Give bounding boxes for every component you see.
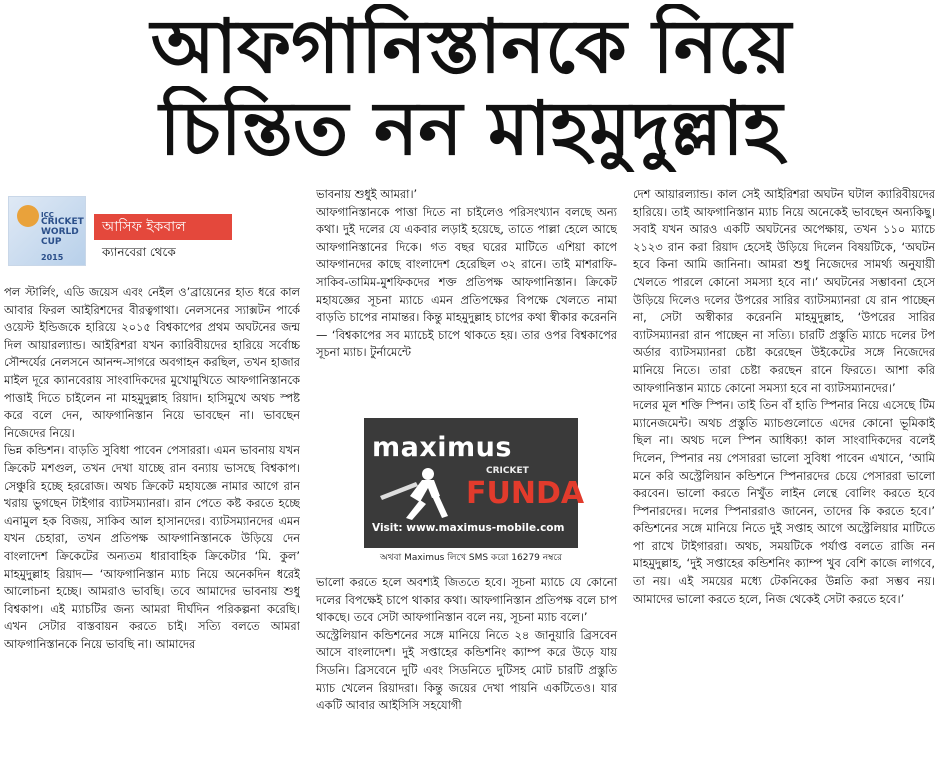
paragraph: পল স্টার্লিং, এডি জয়েস এবং নেইল ও’ব্রায়েনের হাত ধরে কাল আবার ফিরল আইরিশদের বীরত্বগাথা। নেলসনের স্যাক্সটন পার্কে ওয়েস্ট ইন্ডিজকে হারিয়ে ২০১৫ বিশ্বকাপের প্রথম অঘটনের জন্ম দিল আয়ারল্যান্ড। আইরিশরা যখন ক্যারিবীয়দের হারিয়ে সর্বোচ্চ সৌন্দর্যের নেলসনে আনন্দ-সাগরে অবগাহন করছিল, তখন হাজার মাইল দূরে ক্যানবেরায় সাংবাদিকদের মুখোমুখিতে আফগানিস্তানকে পাত্তাই দিতে চাইলেন না মাহমুদুল্লাহ রিয়াদ। হাসিমুখে অথচ স্পষ্ট করে বলে দেন, আফগানিস্তান নিয়ে ভাবছেন না। ভাবছেন নিজেদের নিয়ে।: [4, 285, 300, 440]
dateline: ক্যানবেরা থেকে: [102, 245, 176, 259]
headline-line-1: আফগানিস্তানকে নিয়ে: [150, 4, 792, 90]
batsman-icon: [376, 466, 466, 522]
cricket-ball-icon: [17, 205, 39, 227]
ad-cricket-text: CRICKET: [486, 466, 529, 476]
headline: [0, 0, 942, 178]
world-cup-logo: [8, 196, 86, 266]
paragraph: ভিন্ন কন্ডিশন। বাড়তি সুবিধা পাবেন পেসাররা। এমন ভাবনায় যখন ক্রিকেট মশগুল, তখন দেখা যাচ্ছে রান বন্যায় ভাসছে বিশ্বকাপ। সেঞ্চুরি হচ্ছে হররোজ। অথচ ক্রিকেট মহাযজ্ঞে নামার আগে রান খরায় ভুগছেন টাইগার ব্যাটসম্যানরা। রান পেতে কষ্ট করতে হচ্ছে এনামুল হক বিজয়, সাকিব আল হাসানদের। ব্যাটসম্যানদের এমন যখন চেহারা, তখন প্রতিপক্ষ আফগানিস্তানকে উড়িয়ে দেন বাংলাদেশ ক্রিকেটের অন্যতম ধারাবাহিক ক্রিকেটার ‘মি. কুল’ মাহমুদুল্লাহ রিয়াদ— ‘আফগানিস্তান ম্যাচ নিয়ে অনেকদিন ধরেই আলোচনা হচ্ছে। আমরাও ভাবছি। তবে আমাদের ভাবনায় শুধু বিশ্বকাপ। এই ম্যাচটির জন্য আমরা দীর্ঘদিন পরিকল্পনা করেছি। এখন সেটার বাস্তবায়ন করতে চাই। সত্যি বলতে আমরা আফগানিস্তানকে নিয়ে ভাবছি না। আমাদের: [4, 443, 300, 651]
logo-text-year: 2015: [41, 253, 64, 262]
ad-sms-line: অথবা Maximus লিখে SMS করো 16279 নম্বরে: [364, 548, 578, 568]
ad-website[interactable]: Visit: www.maximus-mobile.com: [372, 522, 565, 534]
article-column-2-bottom: [316, 574, 617, 715]
paragraph: আফগানিস্তানকে পাত্তা দিতে না চাইলেও পরিসংখ্যান বলছে অন্য কথা। দুই দলের যে একবার লড়াই হয়েছে, তাতে পাল্লা হেলে আছে আফগানিস্তানের দিকে। গত বছর ঘরের মাটিতে এশিয়া কাপে আফগানদের কাছে বাংলাদেশ হেরেছিল ৩২ রানে। তাই মাশরাফি-সাকিব-তামিম-মুশফিকদের শক্ত প্রতিপক্ষ আফগানিস্তান। ক্রিকেট মহাযজ্ঞের সূচনা ম্যাচে এমন প্রতিপক্ষের বিপক্ষে খেলতে নামা বাড়তি চাপের নামান্তর। কিন্তু মাহমুদুল্লাহ চাপের কথা স্বীকার করেননি— ‘বিশ্বকাপের সব ম্যাচেই চাপে থাকতে হয়। তার ওপর বিশ্বকাপের সূচনা ম্যাচ। টুর্নামেন্টে: [316, 204, 617, 360]
maximus-advertisement[interactable]: [364, 418, 585, 568]
headline-line-2: চিন্তিত নন মাহমুদুল্লাহ: [159, 86, 783, 172]
article-column-3: [633, 186, 935, 759]
reporter-name: আসিফ ইকবাল: [94, 214, 232, 240]
ad-brand: maximus: [372, 432, 512, 463]
logo-text-title: CRICKET WORLD CUP: [41, 217, 84, 247]
article-column-2-top: [316, 186, 617, 412]
paragraph: ভাবনায় শুধুই আমরা।’: [316, 187, 418, 201]
paragraph: দলের মূল শক্তি স্পিন। তাই তিন বাঁ হাতি স্পিনার নিয়ে এসেছে টিম ম্যানেজমেন্ট। অথচ প্রস্তুতি ম্যাচগুলোতে এদের কোনো ভূমিকাই ছিল না। অথচ দলে স্পিন আধিক্য! কাল সাংবাদিকদের বলেই দিলেন, স্পিনার নয় পেসাররা ভালো সুবিধা পাবেন এখানে, ‘আমি মনে করি অস্ট্রেলিয়ান কন্ডিশনে স্পিনারদের চেয়ে পেসাররা ভালো করবেন। ভালো করতে নিখুঁত লাইন লেন্থে বোলিং করতে হবে স্পিনারদের। দলের স্পিনাররাও জানেন, তাদের কি করতে হবে।’ কন্ডিশনের সঙ্গে মানিয়ে নিতে দুই সপ্তাহ আগে অস্ট্রেলিয়ার মাটিতে পা রাখে টাইগাররা। অথচ, সময়টিকে পর্যাপ্ত বলতে রাজি নন মাহমুদুল্লাহ, ‘দুই সপ্তাহের কন্ডিশনিং ক্যাম্প খুব বেশি কাজে লাগবে, তা নয়। এই সময়ের মধ্যে টেকনিকের উন্নতি করা সম্ভব নয়। আমাদের ভালো করতে হলে, নিজ থেকেই সেটা করতে হবে।’: [633, 398, 935, 606]
byline: [4, 186, 300, 280]
logo-text-icc: ICC: [41, 211, 54, 219]
article-column-1: [4, 186, 300, 759]
ad-funda-text: FUNDA: [466, 476, 585, 511]
paragraph: ভালো করতে হলে অবশ্যই জিততে হবে। সূচনা ম্যাচে যে কোনো দলের বিপক্ষেই চাপে থাকার কথা। আফগানিস্তান প্রতিপক্ষ বলে চাপ থাকছে। তবে সেটা আফগানিস্তান বলে নয়, সূচনা ম্যাচ বলে।’: [316, 575, 617, 625]
paragraph: অস্ট্রেলিয়ান কন্ডিশনের সঙ্গে মানিয়ে নিতে ২৪ জানুয়ারি ব্রিসবেন আসে বাংলাদেশ। দুই সপ্তাহের কন্ডিশনিং ক্যাম্প করে উড়ে যায় সিডনি। ব্রিসবেনে দুটি এবং সিডনিতে দুটিসহ মোট চারটি প্রস্তুতি ম্যাচ খেলেন রিয়াদরা। কিন্তু জয়ের দেখা পায়নি একটিতেও। যার একটি আবার আইসিসি সহযোগী: [316, 627, 617, 713]
paragraph: দেশ আয়ারল্যান্ড। কাল সেই আইরিশরা অঘটন ঘটাল ক্যারিবীয়দের হারিয়ে। তাই আফগানিস্তান ম্যাচ নিয়ে অনেকেই ভাবছেন অন্যকিছু। সবাই যখন আরও একটি অঘটনের অপেক্ষায়, তখন ১১০ ম্যাচে ২১২৩ রান করা রিয়াদ হেসেই উড়িয়ে দিলেন বিষয়টিকে, ‘অঘটন হবে কিনা আমি জানিনা। আমরা শুধু নিজেদের সামর্থ্য অনুযায়ী খেলতে পারলে কোনো সমস্যা হবে না।’ অঘটনের সম্ভাবনা হেসে উড়িয়ে দিলেও দলের উপরের সারির ব্যাটসম্যানরা যে রান পাচ্ছেন না, সেটা অস্বীকার করেননি মাহমুদুল্লাহ, ‘উপরের সারির ব্যাটসম্যানরা রান পাচ্ছেন না সত্যি। চারটি প্রস্তুতি ম্যাচে দলের টপ অর্ডার ব্যাটসম্যানরা চেষ্টা করেছেন উইকেটের সঙ্গে নিজেদের মানিয়ে নিতে। তারা চেষ্টা করছেন রানে ফিরতে। আশা করি আফগানিস্তান ম্যাচে কোনো সমস্যা হবে না ব্যাটসম্যানদের।’: [633, 187, 935, 395]
